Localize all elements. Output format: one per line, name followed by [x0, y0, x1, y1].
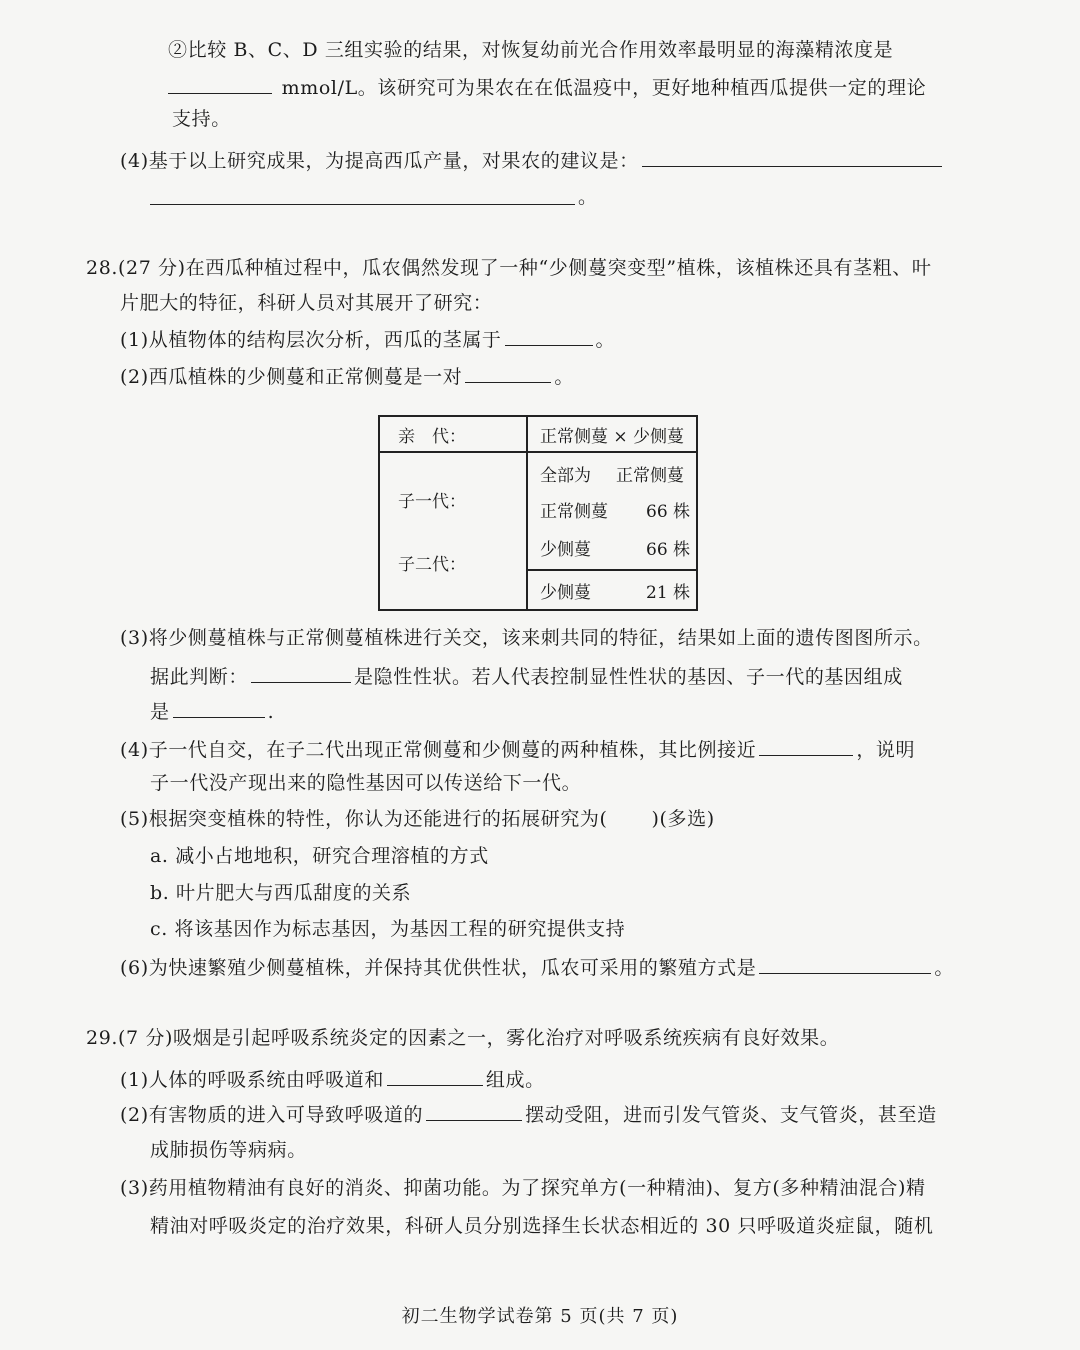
q28-sub3-line3-wrap: 是 .	[150, 697, 274, 725]
f1-value-a: 全部为	[540, 466, 591, 486]
answer-blank[interactable]	[426, 1100, 522, 1121]
f1-label: 子一代：	[398, 492, 466, 512]
answer-blank[interactable]	[387, 1065, 483, 1086]
period-mark: 。	[578, 186, 598, 208]
q29-sub3-line1: (3)药用植物精油有良好的消炎、抑菌功能。为了探究单方(一种精油)、复方(多种精油混合)精	[120, 1177, 926, 1199]
q27-sub2-line2: mmol/L。该研究可为果农在在低温疫中，更好地种植西瓜提供一定的理论	[281, 77, 927, 99]
parent-value: 正常侧蔓 × 少侧蔓	[540, 426, 685, 447]
q27-sub4-wrap	[120, 146, 945, 174]
q29-stem: 29.(7 分)吸烟是引起呼吸系统炎定的因素之一，雾化治疗对呼吸系统疾病有良好效果。	[86, 1027, 840, 1049]
q29-sub1-wrap: (1)人体的呼吸系统由呼吸道和 组成。	[120, 1065, 545, 1093]
f1-value-b: 正常侧蔓	[616, 466, 684, 486]
q27-sub2-line2-wrap	[168, 73, 926, 101]
answer-blank[interactable]	[759, 735, 853, 756]
genetics-table	[378, 415, 698, 611]
q28-option-a: a. 减小占地地积，研究合理溶植的方式	[150, 845, 489, 867]
q28-sub4-line1-wrap: (4)子一代自交，在子二代出现正常侧蔓和少侧蔓的两种植株，其比例接近 ，说明	[120, 735, 915, 763]
offspring-values	[527, 452, 697, 570]
table-row: 少侧蔓 66 株	[540, 540, 691, 560]
q28-option-c: c. 将该基因作为标志基因，为基因工程的研究提供支持	[150, 918, 626, 940]
q28-sub2-wrap: (2)西瓜植株的少侧蔓和正常侧蔓是一对 。	[120, 362, 574, 390]
answer-blank[interactable]	[251, 662, 351, 683]
q28-sub5-wrap: (5)根据突变植株的特性，你认为还能进行的拓展研究为( )(多选)	[120, 808, 715, 830]
answer-blank[interactable]	[759, 953, 931, 974]
q27-sub4: (4)基于以上研究成果，为提高西瓜产量，对果农的建议是：	[120, 150, 639, 172]
q29-sub2-wrap: (2)有害物质的进入可导致呼吸道的 摆动受阻，进而引发气管炎、支气管炎，甚至造	[120, 1100, 937, 1128]
answer-line[interactable]	[150, 204, 575, 205]
q28-sub1-wrap: (1)从植物体的结构层次分析，西瓜的茎属于 。	[120, 325, 615, 353]
table-row: 少侧蔓 21 株	[527, 570, 697, 610]
answer-blank[interactable]	[465, 362, 551, 383]
q27-sub2-line3: 支持。	[172, 108, 231, 130]
q28-sub3-line2-wrap: 据此判断： 是隐性性状。若人代表控制显性性状的基因、子一代的基因组成	[150, 662, 903, 690]
generation-labels	[379, 452, 527, 610]
page-footer: 初二生物学试卷第 5 页(共 7 页)	[401, 1306, 679, 1327]
answer-blank[interactable]	[173, 697, 265, 718]
q28-option-b: b. 叶片肥大与西瓜甜度的关系	[150, 882, 412, 904]
answer-blank[interactable]	[505, 325, 593, 346]
q28-sub3-line1: (3)将少侧蔓植株与正常侧蔓植株进行关交，该来刺共同的特征，结果如上面的遗传图图所示。	[120, 627, 933, 649]
q28-stem-line1: 28.(27 分)在西瓜种植过程中，瓜农偶然发现了一种“少侧蔓突变型”植株，该植株还具有茎粗、叶	[86, 257, 932, 279]
parent-label: 亲 代：	[379, 416, 527, 452]
q28-sub2: (2)西瓜植株的少侧蔓和正常侧蔓是一对	[120, 366, 463, 388]
f2-label: 子二代：	[398, 555, 466, 575]
q29-sub2-line2: 成肺损伤等病病。	[150, 1139, 307, 1161]
q27-sub2-line1: ②比较 B、C、D 三组实验的结果，对恢复幼前光合作用效率最明显的海藻精浓度是	[168, 39, 894, 61]
answer-blank[interactable]	[168, 73, 272, 94]
q28-sub1: (1)从植物体的结构层次分析，西瓜的茎属于	[120, 329, 502, 351]
q29-sub3-line2: 精油对呼吸炎定的治疗效果，科研人员分别选择生长状态相近的 30 只呼吸道炎症鼠，随机	[150, 1215, 934, 1237]
q28-stem-line2: 片肥大的特征，科研人员对其展开了研究：	[120, 292, 493, 314]
answer-blank[interactable]	[642, 146, 942, 167]
table-row: 正常侧蔓 66 株	[540, 502, 691, 522]
q28-sub4-line2: 子一代没产现出来的隐性基因可以传送给下一代。	[150, 772, 582, 794]
q28-sub6-wrap: (6)为快速繁殖少侧蔓植株，并保持其优供性状，瓜农可采用的繁殖方式是 。	[120, 953, 954, 981]
